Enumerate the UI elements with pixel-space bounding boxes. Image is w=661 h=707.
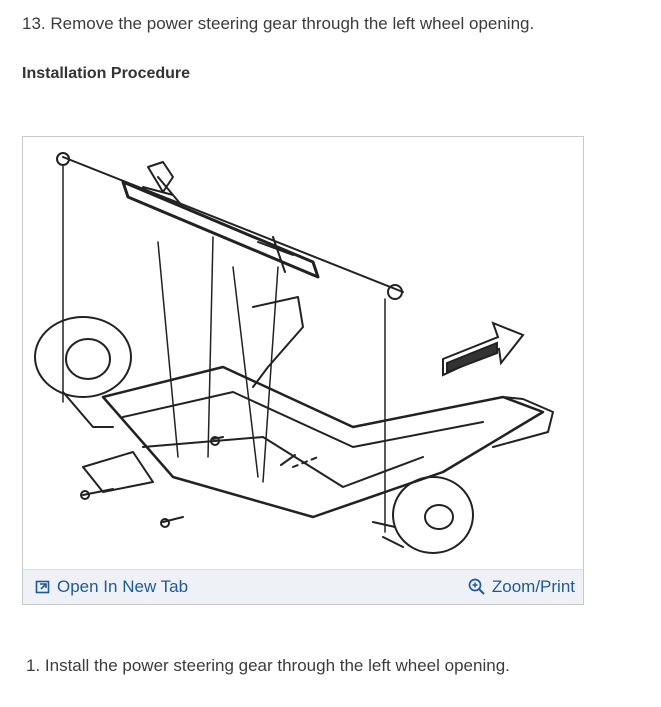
open-in-new-tab-link[interactable]: [35, 577, 188, 597]
zoom-print-label: Zoom/Print: [491, 577, 575, 596]
steering-gear-diagram: [23, 137, 583, 569]
step-1-text: 1. Install the power steering gear through the left wheel opening.: [26, 656, 510, 675]
figure-panel: [22, 136, 584, 605]
zoom-in-icon: [468, 578, 486, 596]
open-new-tab-icon: [35, 579, 51, 595]
step-13-text: 13. Remove the power steering gear through the left wheel opening.: [22, 14, 535, 33]
figure-toolbar: [23, 569, 583, 604]
open-in-new-tab-label: Open In New Tab: [57, 577, 189, 596]
zoom-print-link[interactable]: [468, 577, 575, 597]
section-heading: Installation Procedure: [22, 65, 191, 82]
